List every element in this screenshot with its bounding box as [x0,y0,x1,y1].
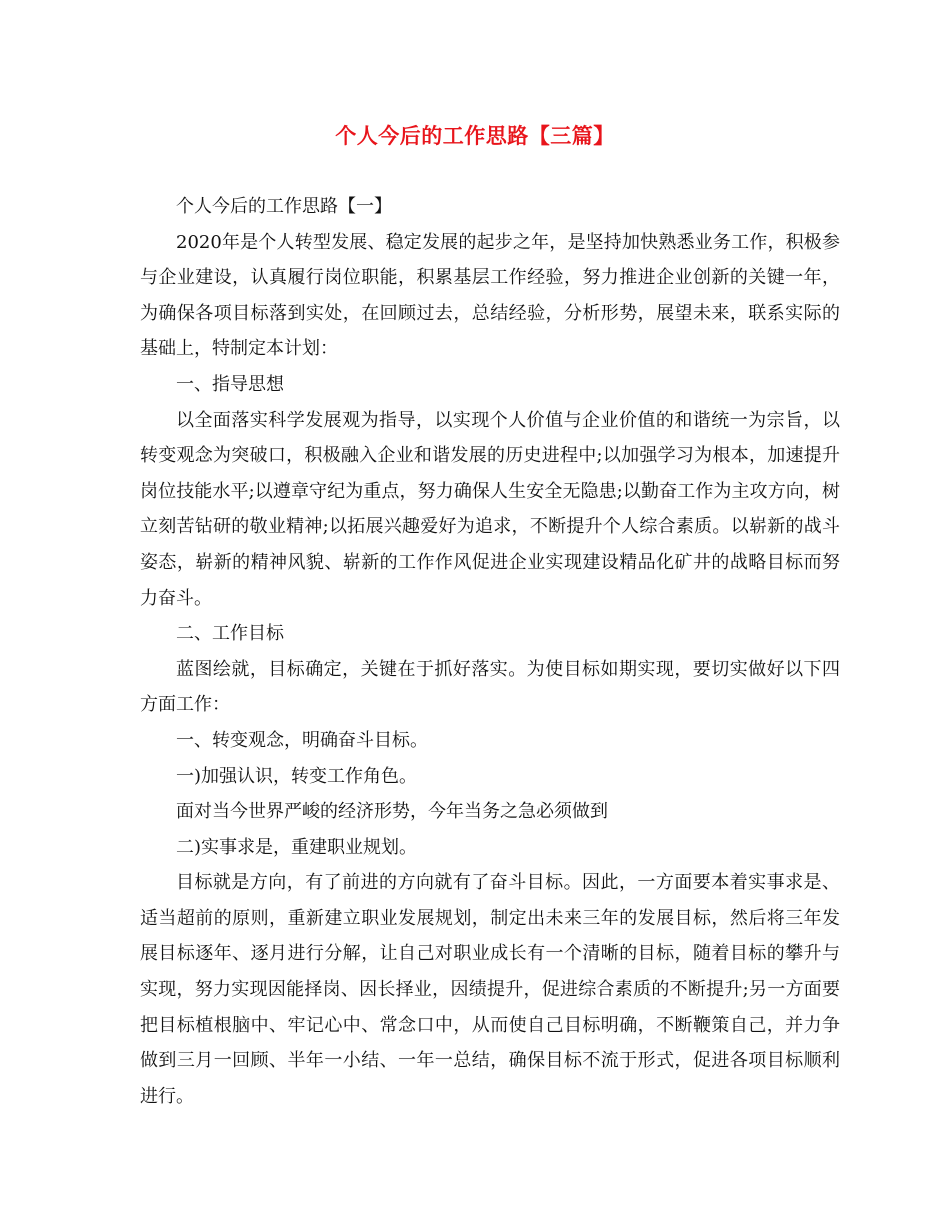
paragraph-intro: 2020年是个人转型发展、稳定发展的起步之年，是坚持加快熟悉业务工作，积极参与企业建设，认真履行岗位职能，积累基层工作经验，努力推进企业创新的关键一年，为确保各项目标落到实处，在回顾过去，总结经验，分析形势，展望未来，联系实际的基础上，特制定本计划： [140,231,840,360]
document-body [140,189,840,1114]
paragraph-guiding-thought: 以全面落实科学发展观为指导，以实现个人价值与企业价值的和谐统一为宗旨，以转变观念为突破口，积极融入企业和谐发展的历史进程中;以加强学习为根本，加速提升岗位技能水平;以遵章守纪为重点，努力确保人生安全无隐患;以勤奋工作为主攻方向，树立刻苦钻研的敬业精神;以拓展兴趣爱好为追求，不断提升个人综合素质。以崭新的战斗姿态，崭新的精神风貌、崭新的工作作风促进企业实现建设精品化矿井的战略目标而努力奋斗。 [140,409,840,609]
subheading-strengthen-awareness: 一)加强认识，转变工作角色。 [176,765,418,787]
subheading-career-plan: 二)实事求是，重建职业规划。 [176,836,418,858]
section-heading-1: 个人今后的工作思路【一】 [176,196,392,217]
document-title: 个人今后的工作思路【三篇】 [335,123,615,148]
paragraph-work-goals: 蓝图绘就，目标确定，关键在于抓好落实。为使目标如期实现，要切实做好以下四方面工作： [140,658,840,716]
paragraph-career-plan: 目标就是方向，有了前进的方向就有了奋斗目标。因此，一方面要本着实事求是、适当超前的原则，重新建立职业发展规划，制定出未来三年的发展目标，然后将三年发展目标逐年、逐月进行分解，让自己对职业成长有一个清晰的目标，随着目标的攀升与实现，努力实现因能择岗、因长择业，因绩提升，促进综合素质的不断提升;另一方面要把目标植根脑中、牢记心中、常念口中，从而使自己目标明确，不断鞭策自己，并力争做到三月一回顾、半年一小结、一年一总结，确保目标不流于形式，促进各项目标顺利进行。 [140,872,840,1107]
paragraph-economic-situation: 面对当今世界严峻的经济形势，今年当务之急必须做到 [176,801,608,823]
subheading-change-concept: 一、转变观念，明确奋斗目标。 [176,729,428,751]
subheading-work-goals: 二、工作目标 [176,623,284,645]
subheading-guiding-thought: 一、指导思想 [176,373,284,395]
